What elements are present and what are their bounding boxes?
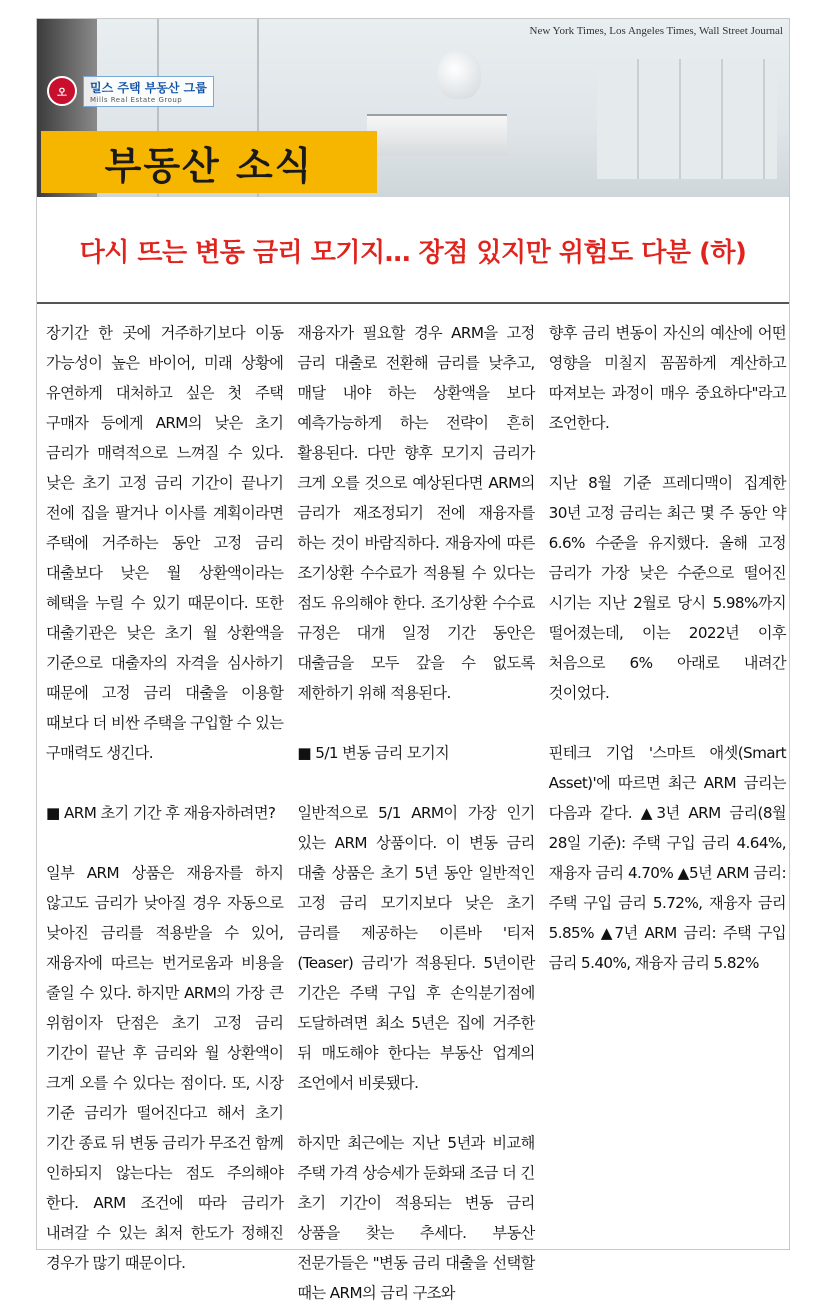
- paragraph: 하지만 최근에는 지난 5년과 비교해 주택 가격 상승세가 둔화돼 조금 더 긴 초기 기간이 적용되는 변동 금리 상품을 찾는 추세다. 부동산 전문가들은 "변동 금리 대출을 선택할 때는 ARM의 금리 구조와: [297, 1134, 535, 1302]
- paragraph: 일반적으로 5/1 ARM이 가장 인기 있는 ARM 상품이다. 이 변동 금리 대출 상품은 초기 5년 동안 일반적인 고정 금리 모기지보다 낮은 초기 금리를 제공하는 이른바 '티저(Teaser) 금리'가 적용된다. 5년이란 기간은 주택 구입 후 손익분기점에 도달하려면 최소 5년은 집에 거주한 뒤 매도해야 한다는 부동산 업계의 조언에서 비롯됐다.: [297, 804, 535, 1092]
- article-body: [46, 318, 786, 1302]
- source-credit: New York Times, Los Angeles Times, Wall Street Journal: [529, 25, 783, 37]
- header-banner: [37, 19, 789, 197]
- article-column-1: [46, 318, 284, 1272]
- section-title: 부동산 소식: [104, 143, 314, 188]
- company-badge: [47, 69, 214, 113]
- headline: 다시 뜨는 변동 금리 모기지… 장점 있지만 위험도 다분 (하): [79, 237, 747, 268]
- article-column-3: [549, 318, 786, 1240]
- paragraph: 일부 ARM 상품은 재융자를 하지 않고도 금리가 낮아질 경우 자동으로 낮아진 금리를 적용받을 수 있어, 재융자에 따르는 번거로움과 비용을 줄일 수 있다. 하지만 ARM의 가장 큰 위험이자 단점은 초기 고정 금리 기간이 끝난 후 금리와 월 상환액이 크게 오를 수 있다는 점이다. 또, 시장 기준 금리가 떨어진다고 해서 초기 기간 종료 뒤 변동 금리가 무조건 함께 인하되지 않는다는 점도 주의해야 한다. ARM 조건에 따라 금리가 내려갈 수 있는 최저 한도가 정해진 경우가 많기 때문이다.: [46, 864, 284, 1272]
- paragraph: 장기간 한 곳에 거주하기보다 이동 가능성이 높은 바이어, 미래 상황에 유연하게 대처하고 싶은 첫 주택 구매자 등에게 ARM의 낮은 초기 금리가 매력적으로 느껴질 수 있다. 낮은 초기 고정 금리 기간이 끝나기 전에 집을 팔거나 이사를 계획이라면 주택에 거주하는 동안 고정 금리 대출보다 낮은 월 상환액이라는 혜택을 누릴 수 있기 때문이다. 또한 대출기관은 낮은 초기 월 상환액을 기준으로 대출자의 자격을 심사하기 때문에 고정 금리 대출을 이용할 때보다 더 비싼 주택을 구입할 수 있는 구매력도 생긴다.: [46, 324, 284, 762]
- banner-photo-counter: [367, 114, 507, 156]
- paragraph: 지난 8월 기준 프레디맥이 집계한 30년 고정 금리는 최근 몇 주 동안 약 6.6% 수준을 유지했다. 올해 고정 금리가 가장 낮은 수준으로 떨어진 시기는 지난 2월로 당시 5.98%까지 떨어졌는데, 이는 2022년 이후 처음으로 6% 아래로 내려간 것이었다.: [548, 474, 786, 702]
- banner-photo-lamp: [437, 49, 481, 99]
- paragraph: 향후 금리 변동이 자신의 예산에 어떤 영향을 미칠지 꼼꼼하게 계산하고 따져보는 과정이 매우 중요하다"라고 조언한다.: [548, 324, 786, 432]
- section-badge: [41, 131, 377, 193]
- subheading: ■ 5/1 변동 금리 모기지: [297, 744, 450, 762]
- company-name-box: [83, 76, 214, 107]
- company-name: 밀스 주택 부동산 그룹: [90, 80, 207, 95]
- company-logo-icon: 오: [47, 76, 77, 106]
- paragraph: 재융자가 필요할 경우 ARM을 고정 금리 대출로 전환해 금리를 낮추고, 매달 내야 하는 상환액을 보다 예측가능하게 하는 전략이 흔히 활용된다. 다만 향후 모기지 금리가 크게 오를 것으로 예상된다면 ARM의 금리가 재조정되기 전에 재융자를 하는 것이 바람직하다. 재융자에 따른 조기상환 수수료가 적용될 수 있다는 점도 유의해야 한다. 조기상환 수수료 규정은 대개 일정 기간 동안은 대출금을 모두 갚을 수 없도록 제한하기 위해 적용된다.: [297, 324, 535, 702]
- article-column-2: [297, 318, 535, 1302]
- company-subtitle: Mills Real Estate Group: [90, 95, 183, 104]
- headline-bar: [37, 198, 789, 304]
- banner-photo-shelf: [597, 59, 777, 179]
- paragraph: 핀테크 기업 '스마트 애셋(Smart Asset)'에 따르면 최근 ARM 금리는 다음과 같다. ▲3년 ARM 금리(8월 28일 기준): 주택 구입 금리 4.64%, 재융자 금리 4.70% ▲5년 ARM 금리: 주택 구입 금리 5.72%, 재융자 금리 5.85% ▲7년 ARM 금리: 주택 구입 금리 5.40%, 재융자 금리 5.82%: [548, 744, 786, 972]
- subheading: ■ ARM 초기 기간 후 재융자하려면?: [46, 804, 276, 822]
